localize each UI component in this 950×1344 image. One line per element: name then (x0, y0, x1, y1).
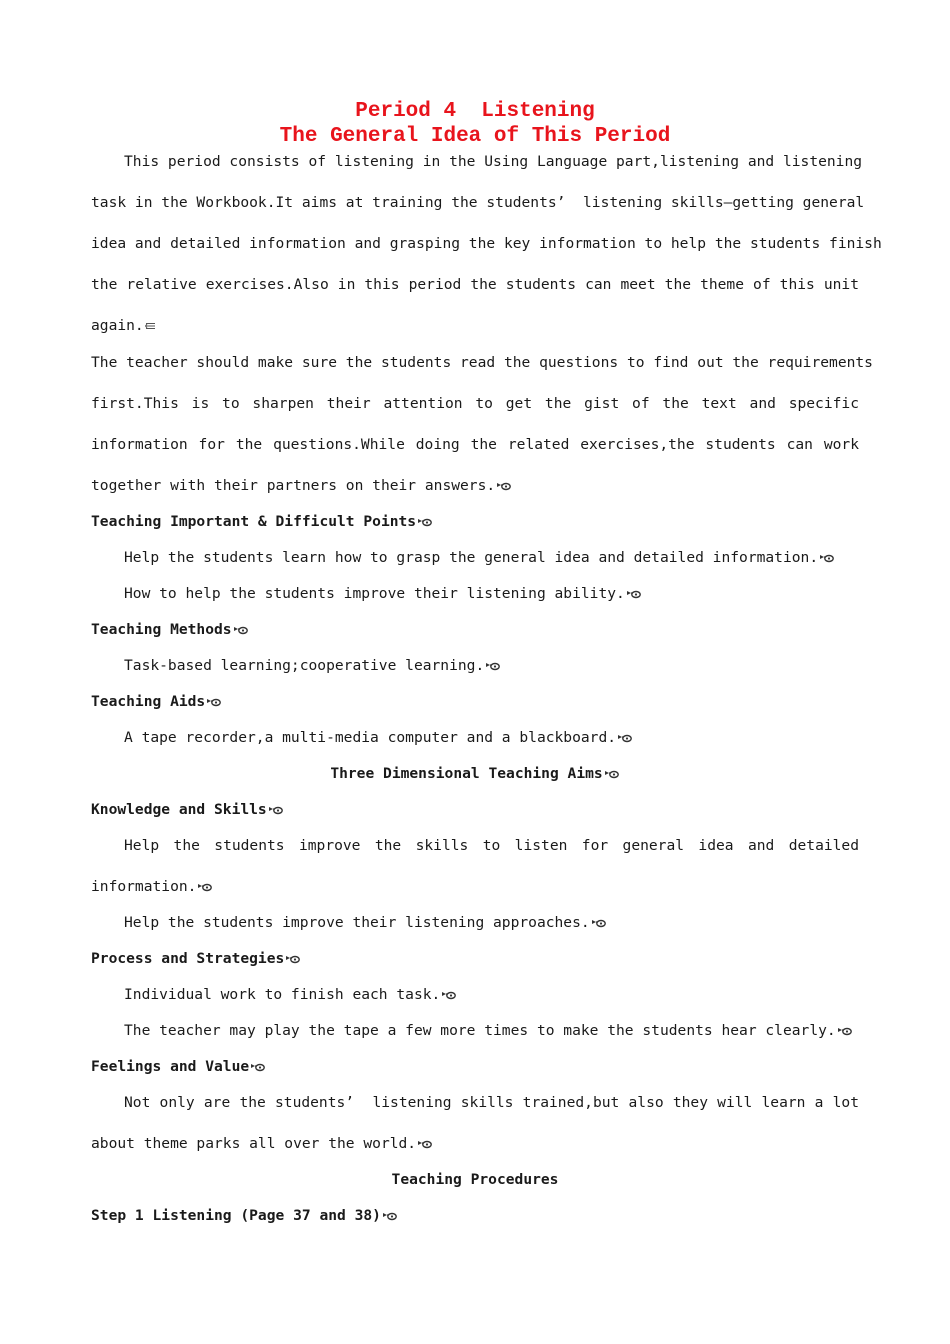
heading-teaching-methods: Teaching Methods (91, 620, 249, 640)
teacher-line-end (91, 476, 512, 496)
intro-line-end (91, 316, 161, 336)
intro-line: the relative exercises.Also in this period the students can meet the theme of this unit (91, 276, 859, 293)
paragraph-mark-icon (417, 517, 433, 527)
document-title: Period 4 Listening (355, 100, 595, 123)
aids-text: A tape recorder,a multi-media computer and a blackboard. (124, 728, 633, 748)
heading-important-points: Teaching Important & Difficult Points (91, 512, 433, 532)
knowledge-line: information. (91, 878, 197, 895)
intro-line: idea and detailed information and grasping the key information to help the students finish (91, 235, 882, 252)
heading-feelings-value: Feelings and Value (91, 1057, 266, 1077)
knowledge-line-end (91, 877, 213, 897)
paragraph-mark-icon (233, 625, 249, 635)
heading-knowledge-skills: Knowledge and Skills (91, 800, 284, 820)
paragraph-mark-icon (819, 553, 835, 563)
paragraph-mark-icon (197, 882, 213, 892)
intro-line: This period consists of listening in the Using Language part,listening and listening (124, 153, 863, 170)
teacher-line: The teacher should make sure the students read the questions to find out the requirements (91, 354, 873, 371)
teacher-line: together with their partners on their answers. (91, 477, 496, 494)
document-subtitle: The General Idea of This Period (279, 125, 671, 148)
paragraph-mark-icon (441, 990, 457, 1000)
paragraph-mark-icon (485, 661, 501, 671)
process-item: The teacher may play the tape a few more times to make the students hear clearly. (124, 1021, 853, 1041)
paragraph-mark-icon (250, 1062, 266, 1072)
methods-text: Task-based learning;cooperative learning. (124, 656, 501, 676)
paragraph-mark-icon (617, 733, 633, 743)
paragraph-mark-icon (604, 769, 620, 779)
feelings-line-end (91, 1134, 433, 1154)
paragraph-mark-icon (206, 697, 222, 707)
feelings-line: about theme parks all over the world. (91, 1135, 417, 1152)
paragraph-mark-icon (417, 1139, 433, 1149)
important-item: How to help the students improve their listening ability. (124, 584, 642, 604)
knowledge-line: Help the students improve the skills to listen for general idea and detailed (124, 837, 859, 854)
heading-step-1: Step 1 Listening (Page 37 and 38) (91, 1206, 398, 1226)
intro-line: task in the Workbook.It aims at training the students’ listening skills—getting general (91, 194, 865, 211)
paragraph-mark-icon (268, 805, 284, 815)
paragraph-mark-icon (626, 589, 642, 599)
heading-teaching-aids: Teaching Aids (91, 692, 222, 712)
line-break-mark-icon (145, 321, 161, 331)
heading-process-strategies: Process and Strategies (91, 949, 301, 969)
paragraph-mark-icon (496, 481, 512, 491)
feelings-line: Not only are the students’ listening skills trained,but also they will learn a lot (124, 1094, 859, 1111)
process-item: Individual work to finish each task. (124, 985, 457, 1005)
paragraph-mark-icon (837, 1026, 853, 1036)
teacher-line: first.This is to sharpen their attention to get the gist of the text and specific (91, 395, 859, 412)
knowledge-item: Help the students improve their listening approaches. (124, 913, 607, 933)
paragraph-mark-icon (285, 954, 301, 964)
heading-teaching-procedures: Teaching Procedures (391, 1171, 559, 1188)
important-item: Help the students learn how to grasp the general idea and detailed information. (124, 548, 835, 568)
paragraph-mark-icon (591, 918, 607, 928)
teacher-line: information for the questions.While doing the related exercises,the students can work (91, 436, 859, 453)
paragraph-mark-icon (382, 1211, 398, 1221)
intro-line: again. (91, 317, 144, 334)
heading-teaching-aims: Three Dimensional Teaching Aims (0, 764, 950, 784)
